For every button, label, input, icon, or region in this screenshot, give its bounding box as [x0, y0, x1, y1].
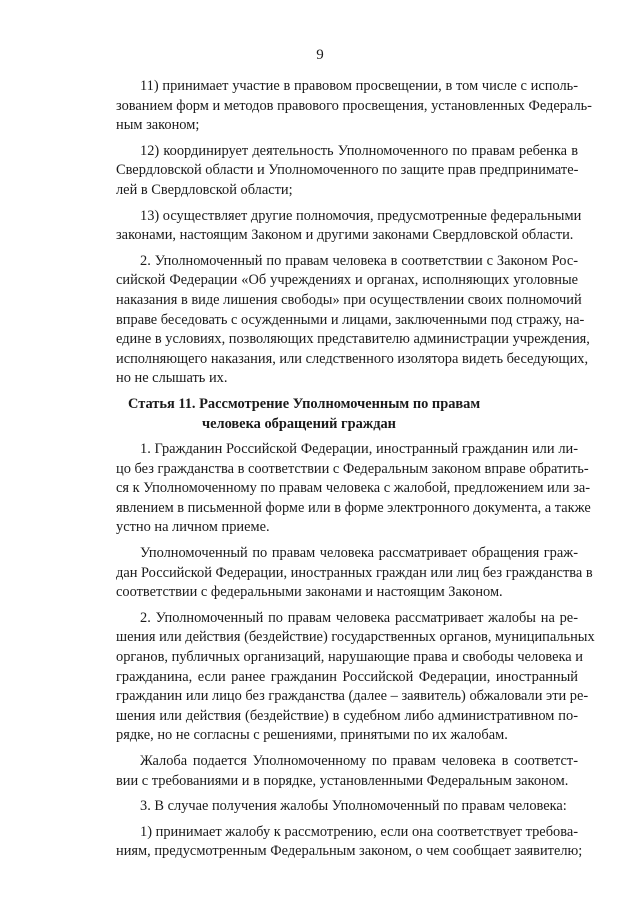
paragraph	[116, 609, 595, 746]
paragraph	[116, 752, 578, 791]
paragraph	[116, 544, 593, 603]
paragraph-line: 2. Уполномоченный по правам человека в соответствии с Законом Рос-	[140, 252, 578, 269]
paragraph	[116, 823, 583, 862]
paragraph-line: но не слышать их.	[116, 370, 228, 387]
paragraph-line: ниям, предусмотренным Федеральным законом, о чем сообщает заявителю;	[116, 843, 583, 860]
paragraph-line: 2. Уполномоченный по правам человека рассматривает жалобы на ре-	[140, 609, 578, 626]
paragraph	[116, 77, 592, 136]
article-title-line-2: человека обращений граждан	[202, 415, 396, 432]
paragraph-line: 11) принимает участие в правовом просвещении, в том числе с исполь-	[140, 78, 578, 94]
paragraph-line: Свердловской области и Уполномоченного по защите прав предпринимате-	[116, 162, 579, 179]
paragraph-line: вии с требованиями и в порядке, установленными Федеральным законом.	[116, 772, 569, 789]
paragraph-line: лей в Свердловской области;	[116, 181, 293, 198]
paragraph-line: наказания в виде лишения свободы» при осуществлении своих полномочий	[116, 291, 582, 308]
paragraph-line: устно на личном приеме.	[116, 519, 270, 536]
paragraph-line: 1) принимает жалобу к рассмотрению, если она соответствует требова-	[140, 823, 578, 840]
paragraph-line: 3. В случае получения жалобы Уполномоченный по правам человека:	[140, 798, 567, 815]
paragraph-line: явлением в письменной форме или в форме электронного документа, а также	[116, 499, 591, 516]
paragraph-line: цо без гражданства в соответствии с Федеральным законом вправе обратить-	[116, 460, 589, 477]
paragraph-line: дан Российской Федерации, иностранных граждан или лиц без гражданства в	[116, 564, 593, 581]
paragraph-line: зованием форм и методов правового просвещения, установленных Федераль-	[116, 97, 592, 114]
paragraph-line: сийской Федерации «Об учреждениях и органах, исполняющих уголовные	[116, 272, 578, 289]
paragraph-line: Жалоба подается Уполномоченному по правам человека в соответст-	[140, 753, 578, 769]
paragraph-line: рядке, но не согласны с решениями, принятыми по их жалобам.	[116, 727, 508, 744]
paragraph-line: ся к Уполномоченному по правам человека с жалобой, предложением или за-	[116, 480, 591, 497]
paragraph-line: едине в условиях, позволяющих представителю администрации учреждения,	[116, 331, 590, 348]
paragraph	[116, 252, 590, 389]
paragraph	[116, 440, 591, 538]
document-body	[116, 77, 595, 868]
section-powers	[116, 77, 592, 389]
paragraph-line: 1. Гражданин Российской Федерации, иностранный гражданин или ли-	[140, 441, 578, 458]
paragraph-line: соответствии с федеральными законами и настоящим Законом.	[116, 584, 503, 601]
paragraph	[116, 142, 578, 201]
paragraph-line: Уполномоченный по правам человека рассматривает обращения граж-	[140, 545, 578, 562]
paragraph	[116, 207, 582, 246]
page-number: 9	[316, 47, 324, 63]
paragraph-line: исполняющего наказания, или следственного изолятора видеть беседующих,	[116, 350, 589, 367]
article-title-line-1: Статья 11. Рассмотрение Уполномоченным по правам	[128, 395, 481, 412]
article-heading	[116, 395, 578, 434]
paragraph-line: вправе беседовать с осужденными и лицами, заключенными под стражу, на-	[116, 311, 585, 328]
paragraph-line: 13) осуществляет другие полномочия, предусмотренные федеральными	[140, 207, 582, 224]
paragraph-line: ным законом;	[116, 117, 200, 134]
paragraph-line: 12) координирует деятельность Уполномоченного по правам ребенка в	[140, 142, 578, 159]
paragraph-line: гражданина, если ранее гражданин Российской Федерации, иностранный	[116, 668, 578, 685]
paragraph-line: законами, настоящим Законом и другими законами Свердловской области.	[116, 227, 574, 244]
paragraph-line: гражданин или лицо без гражданства (далее – заявитель) обжаловали эти ре-	[116, 688, 589, 705]
paragraph-line: органов, публичных организаций, нарушающие права и свободы человека и	[116, 649, 583, 666]
section-article-11	[116, 440, 595, 862]
paragraph	[116, 797, 578, 817]
paragraph-line: шения или действия (бездействие) в судебном либо административном по-	[116, 707, 578, 724]
paragraph-line: шения или действия (бездействие) государственных органов, муниципальных	[116, 629, 595, 646]
